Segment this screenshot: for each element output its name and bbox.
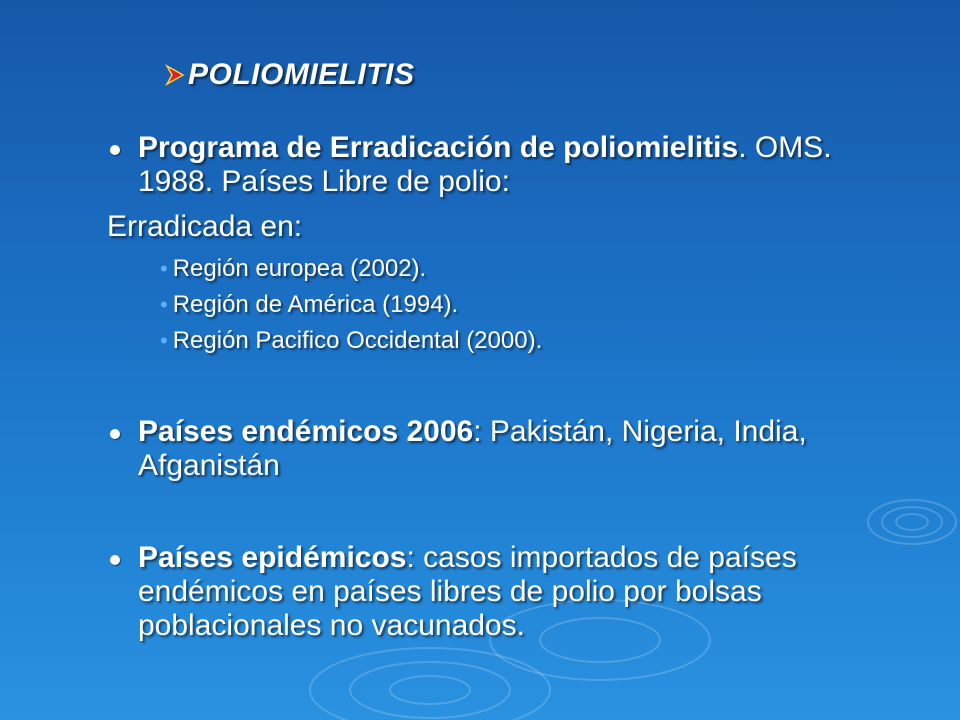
bullet-rest-text: : Pakistán, Nigeria, India, Afganistán [138, 415, 807, 482]
bullet-text [138, 541, 910, 643]
bullet-dot-icon [110, 429, 120, 439]
region-list [160, 255, 542, 363]
arrow-bullet-icon [164, 64, 186, 86]
region-text: Región europea (2002). [172, 255, 427, 282]
list-item [160, 327, 542, 363]
bullet-item-program [110, 131, 910, 199]
bullet-item-epidemic [110, 541, 910, 643]
region-text: Región Pacifico Occidental (2000). [172, 327, 543, 354]
slide-title: POLIOMIELITIS [188, 58, 415, 91]
bullet-text [138, 131, 910, 199]
sub-bullet-icon: • [160, 256, 168, 281]
bullet-dot-icon [110, 145, 120, 155]
bullet-bold-text: Programa de Erradicación de poliomielitis [138, 131, 739, 164]
title-row [164, 58, 415, 92]
sub-bullet-icon: • [160, 292, 168, 317]
bullet-dot-icon [110, 555, 120, 565]
bullet-rest-text: : casos importados de países endémicos en países libres de polio por bolsas poblacionales no vacunados. [138, 541, 797, 642]
bullet-item-endemic [110, 415, 910, 483]
list-item [160, 255, 542, 291]
bullet-bold-text: Países epidémicos [138, 541, 407, 574]
bullet-text [138, 415, 910, 483]
eradicated-label: Erradicada en: [107, 210, 303, 243]
region-text: Región de América (1994). [172, 291, 459, 318]
sub-bullet-icon: • [160, 328, 168, 353]
bullet-rest-text: . OMS. 1988. Países Libre de polio: [138, 131, 832, 198]
list-item [160, 291, 542, 327]
bullet-bold-text: Países endémicos 2006 [138, 415, 474, 448]
